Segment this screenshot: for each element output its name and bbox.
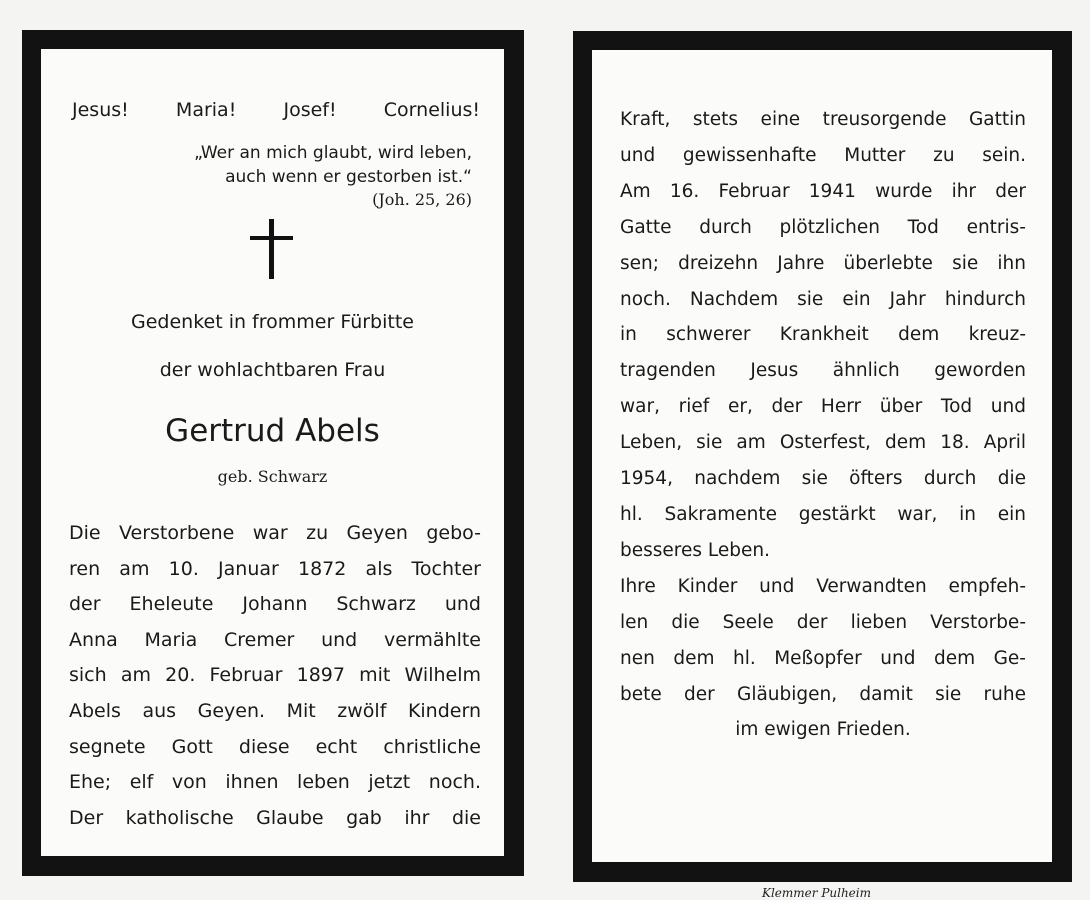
body-line: Am 16. Februar 1941 wurde ihr der [620,180,1026,202]
quote-line-1: „Wer an mich glaubt, wird leben, [194,143,472,163]
body-line: noch. Nachdem sie ein Jahr hindurch [620,288,1026,310]
left-body-text [69,516,481,836]
body-line: der Eheleute Johann Schwarz und [69,593,481,616]
body-line: und gewissenhafte Mutter zu sein. [620,144,1026,166]
body-line: Kraft, stets eine treusorgende Gattin [620,109,1026,130]
verse-reference: (Joh. 25, 26) [372,190,472,209]
body-line: len die Seele der lieben Verstorbe- [620,611,1026,633]
body-line: Gatte durch plötzlichen Tod entris- [620,216,1026,238]
right-body-text [620,102,1026,748]
right-page [592,50,1052,862]
body-line: segnete Gott diese echt christliche [69,735,481,758]
intro-line-1: Gedenket in frommer Fürbitte [130,311,414,333]
bible-quote [194,141,472,189]
left-page [41,49,504,856]
invocation-josef: Josef! [283,99,337,121]
quote-line-2: auch wenn er gestorben ist.“ [225,167,472,187]
printer-imprint: Klemmer Pulheim [762,886,872,900]
body-line: Leben, sie am Osterfest, dem 18. April [620,432,1026,454]
body-line: ren am 10. Januar 1872 als Tochter [69,557,481,580]
body-line: war, rief er, der Herr über Tod und [620,396,1026,418]
right-page-border [573,31,1072,882]
body-line: in schwerer Krankheit dem kreuz- [620,324,1026,346]
body-line: besseres Leben. [620,539,770,561]
body-line: sich am 20. Februar 1897 mit Wilhelm [69,664,481,687]
invocation-jesus: Jesus! [72,99,129,121]
body-line: Die Verstorbene war zu Geyen gebo- [69,522,481,544]
body-line: Anna Maria Cremer und vermählte [69,628,481,651]
invocation-maria: Maria! [175,99,237,121]
body-line: hl. Sakramente gestärkt war, in ein [620,503,1026,525]
invocation-cornelius: Cornelius! [383,99,480,121]
body-line: tragenden Jesus ähnlich geworden [620,360,1026,382]
left-page-border [22,30,524,876]
maiden-name: geb. Schwarz [217,467,328,486]
body-line: Abels aus Geyen. Mit zwölf Kindern [69,699,481,722]
body-line: im ewigen Frieden. [735,719,911,741]
body-line: bete der Gläubigen, damit sie ruhe [620,683,1026,705]
body-line: Der katholische Glaube gab ihr die [69,806,481,829]
body-line: 1954, nachdem sie öfters durch die [620,468,1026,490]
intro-line-2: der wohlachtbaren Frau [159,359,386,381]
cross-icon [248,219,296,279]
body-line: Ehe; elf von ihnen leben jetzt noch. [69,771,481,794]
deceased-name: Gertrud Abels [165,413,380,449]
invocation-names [66,99,486,121]
body-line: sen; dreizehn Jahre überlebte sie ihn [620,252,1026,274]
body-line: nen dem hl. Meßopfer und dem Ge- [620,647,1026,669]
body-line: Ihre Kinder und Verwandten empfeh- [620,575,1026,597]
